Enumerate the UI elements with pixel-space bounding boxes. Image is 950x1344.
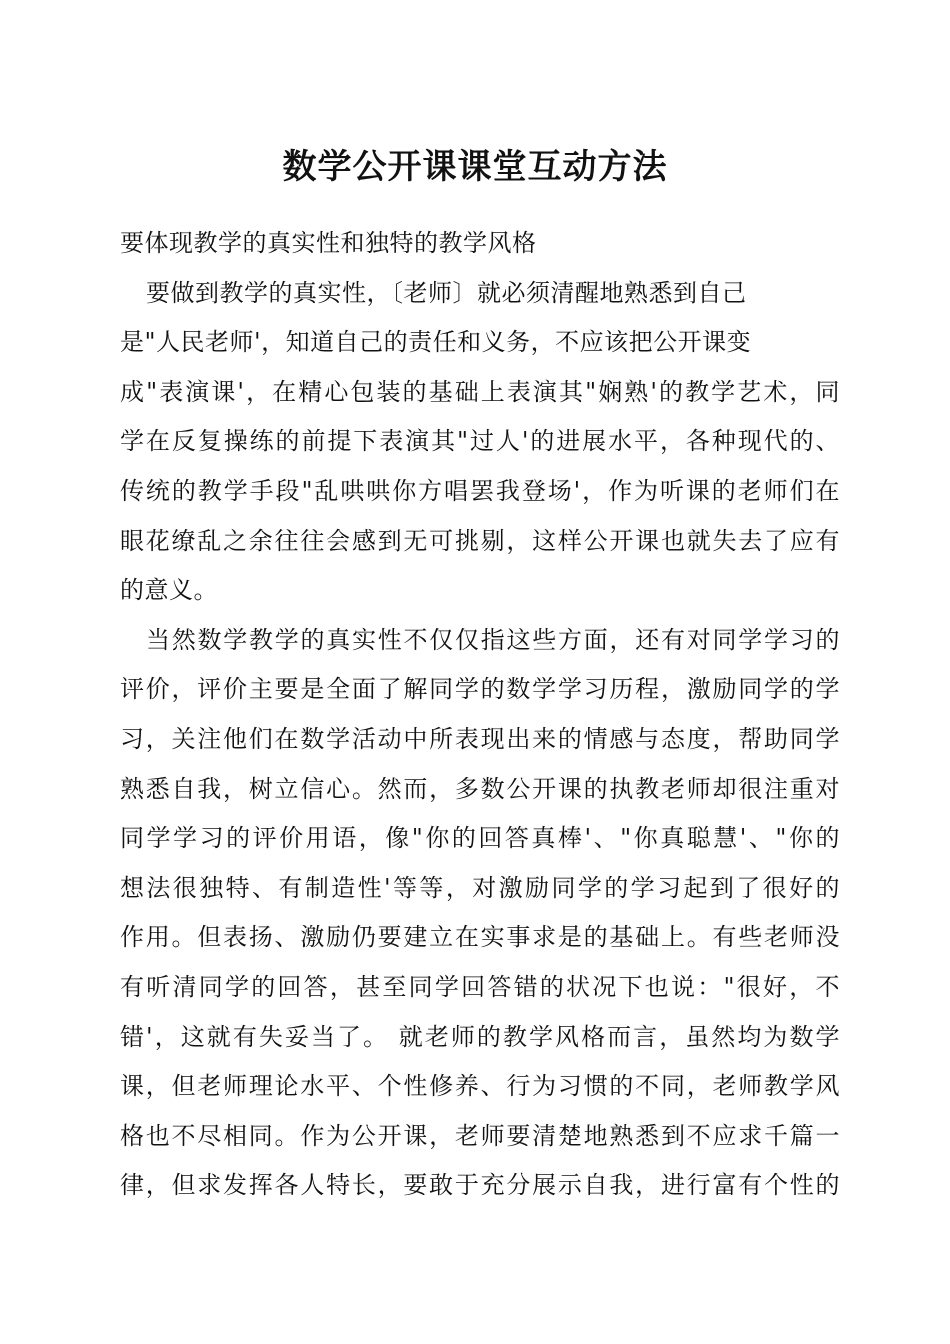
body-text-line: 错'，这就有失妥当了。 就老师的教学风格而言，虽然均为数学	[120, 1022, 840, 1051]
body-text-line: 当然数学教学的真实性不仅仅指这些方面，还有对同学学习的	[146, 625, 840, 654]
body-text-line: 要体现教学的真实性和独特的教学风格	[120, 229, 537, 257]
body-text-line: 同学学习的评价用语，像"你的回答真棒'、"你真聪慧'、"你的	[120, 824, 840, 853]
body-text-line: 成"表演课'，在精心包装的基础上表演其"娴熟'的教学艺术，同	[120, 377, 840, 406]
body-text-line: 评价，评价主要是全面了解同学的数学学习历程，激励同学的学	[120, 675, 840, 704]
body-text-line: 习，关注他们在数学活动中所表现出来的情感与态度，帮助同学	[120, 725, 840, 753]
body-text-line: 熟悉自我，树立信心。然而，多数公开课的执教老师却很注重对	[120, 774, 840, 803]
body-text-line: 想法很独特、有制造性'等等，对激励同学的学习起到了很好的	[120, 873, 840, 902]
body-text-line: 的意义。	[120, 576, 218, 605]
body-text-line: 学在反复操练的前提下表演其"过人'的进展水平，各种现代的、	[120, 427, 840, 456]
body-text-line: 是"人民老师'，知道自己的责任和义务，不应该把公开课变	[120, 328, 752, 357]
body-text-line: 律，但求发挥各人特长，要敢于充分展示自我，进行富有个性的	[120, 1171, 840, 1200]
body-text-line: 作用。但表扬、激励仍要建立在实事求是的基础上。有些老师没	[120, 923, 840, 952]
body-text-line: 眼花缭乱之余往往会感到无可挑剔，这样公开课也就失去了应有	[120, 526, 840, 555]
body-text-line: 传统的教学手段"乱哄哄你方唱罢我登场'，作为听课的老师们在	[120, 477, 840, 505]
body-text-line: 课，但老师理论水平、个性修养、行为习惯的不同，老师教学风	[120, 1072, 840, 1101]
body-text-line: 有听清同学的回答，甚至同学回答错的状况下也说："很好，不	[120, 973, 840, 1001]
body-text-line: 格也不尽相同。作为公开课，老师要清楚地熟悉到不应求千篇一	[120, 1121, 840, 1150]
document-title: 数学公开课课堂互动方法	[282, 147, 668, 187]
body-text-line: 要做到教学的真实性，〔老师〕就必须清醒地熟悉到自己	[146, 278, 747, 307]
